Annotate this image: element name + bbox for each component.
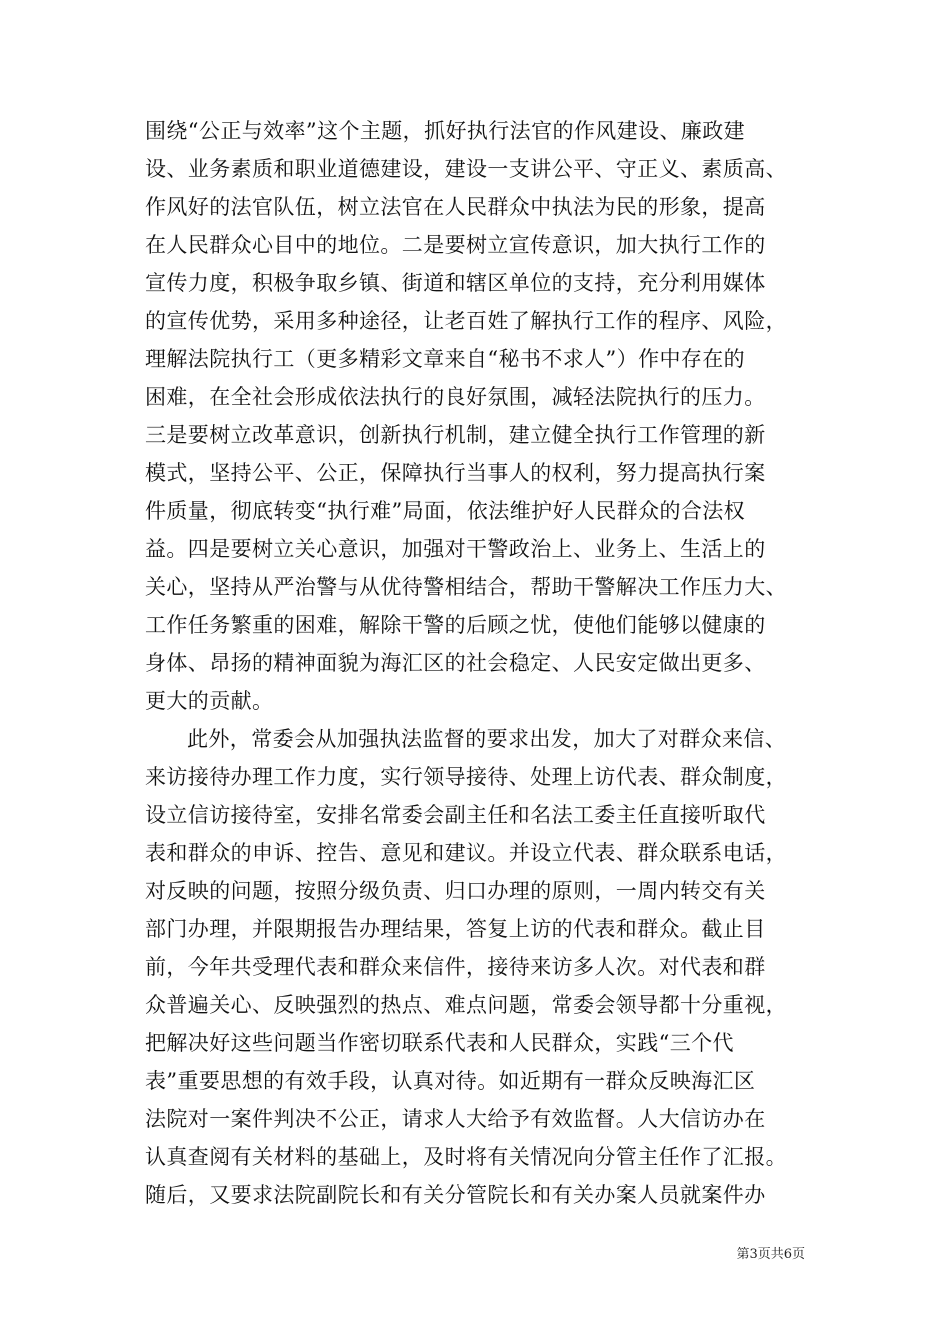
- text-line: 困难，在全社会形成依法执行的良好氛围，减轻法院执行的压力。: [145, 385, 766, 409]
- text-line: 围绕“公正与效率”这个主题，抓好执行法官的作风建设、廉政建: [145, 119, 746, 143]
- text-line: 表”重要思想的有效手段，认真对待。如近期有一群众反映海汇区: [145, 1069, 756, 1093]
- text-line: 法院对一案件判决不公正，请求人大给予有效监督。人大信访办在: [145, 1107, 766, 1131]
- text-line: 来访接待办理工作力度，实行领导接待、处理上访代表、群众制度，: [145, 765, 787, 789]
- text-line: 前，今年共受理代表和群众来信件，接待来访多人次。对代表和群: [145, 955, 766, 979]
- text-line: 设、业务素质和职业道德建设，建设一支讲公平、守正义、素质高、: [145, 157, 787, 181]
- text-line: 三是要树立改革意识，创新执行机制，建立健全执行工作管理的新: [145, 423, 766, 447]
- text-line: 的宣传优势，采用多种途径，让老百姓了解执行工作的程序、风险，: [145, 309, 787, 333]
- text-line: 关心，坚持从严治警与从优待警相结合，帮助干警解决工作压力大、: [145, 575, 787, 599]
- text-line: 作风好的法官队伍，树立法官在人民群众中执法为民的形象，提高: [145, 195, 766, 219]
- text-line: 模式，坚持公平、公正，保障执行当事人的权利，努力提高执行案: [145, 461, 766, 485]
- text-line: 更大的贡献。: [145, 689, 274, 713]
- text-line: 部门办理，并限期报告办理结果，答复上访的代表和群众。截止目: [145, 917, 766, 941]
- page-number: 第3页共6页: [736, 1247, 805, 1262]
- text-line: 设立信访接待室，安排名常委会副主任和名法工委主任直接听取代: [145, 803, 766, 827]
- text-line: 表和群众的申诉、控告、意见和建议。并设立代表、群众联系电话，: [145, 841, 787, 865]
- text-line: 在人民群众心目中的地位。二是要树立宣传意识，加大执行工作的: [145, 233, 766, 257]
- paragraph-first-line: 此外，常委会从加强执法监督的要求出发，加大了对群众来信、: [187, 727, 787, 751]
- text-line: 益。四是要树立关心意识，加强对干警政治上、业务上、生活上的: [145, 537, 766, 561]
- text-line: 认真查阅有关材料的基础上，及时将有关情况向分管主任作了汇报。: [145, 1145, 787, 1169]
- text-line: 随后，又要求法院副院长和有关分管院长和有关办案人员就案件办: [145, 1183, 766, 1207]
- text-line: 身体、昂扬的精神面貌为海汇区的社会稳定、人民安定做出更多、: [145, 651, 766, 675]
- text-line: 理解法院执行工（更多精彩文章来自“秘书不求人”）作中存在的: [145, 347, 746, 371]
- text-line: 工作任务繁重的困难，解除干警的后顾之忧，使他们能够以健康的: [145, 613, 766, 637]
- text-line: 宣传力度，积极争取乡镇、街道和辖区单位的支持，充分利用媒体: [145, 271, 766, 295]
- text-line: 件质量，彻底转变“执行难”局面，依法维护好人民群众的合法权: [145, 499, 746, 523]
- text-line: 众普遍关心、反映强烈的热点、难点问题，常委会领导都十分重视，: [145, 993, 787, 1017]
- body-text: [145, 112, 805, 1214]
- text-line: 把解决好这些问题当作密切联系代表和人民群众，实践“三个代: [145, 1031, 734, 1055]
- text-line: 对反映的问题，按照分级负责、归口办理的原则，一周内转交有关: [145, 879, 766, 903]
